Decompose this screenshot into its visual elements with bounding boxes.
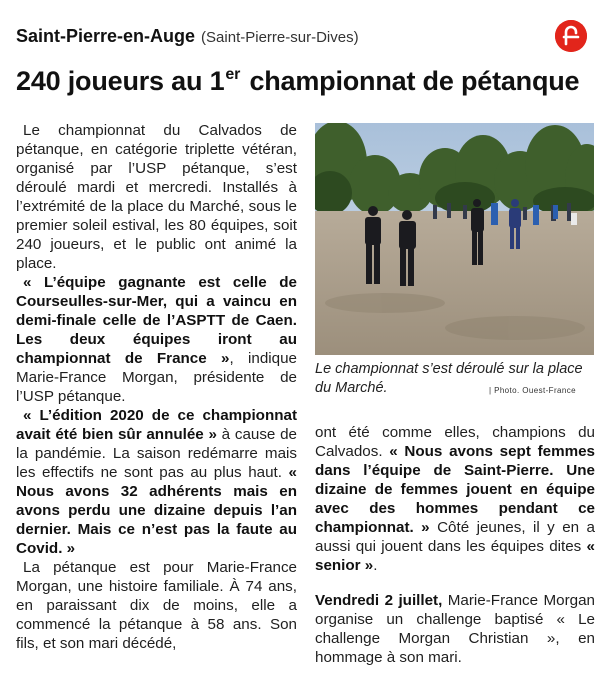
paragraph-gap bbox=[315, 575, 595, 591]
paragraph-women bbox=[315, 423, 595, 575]
paragraph-winners-text: , indique Marie-France Morgan, présidente de l’USP pétanque. bbox=[16, 350, 297, 405]
headline bbox=[16, 66, 596, 97]
challenge-date: Vendredi 2 juillet, bbox=[315, 592, 443, 609]
quote-edition: « L’édition 2020 de ce championnat avait été bien sûr annulée » bbox=[16, 407, 297, 443]
paragraph-intro: Le championnat du Calvados de pétanque, en catégorie triplette vétéran, organisé par l’USP pétanque, s’est déroulé mardi et mercredi. Installés à l’extrémité de la place du Marché, sous le premier soleil estival, les 80 équipes, soit 240 joueurs, et le public ont animé la place. bbox=[16, 122, 297, 272]
paragraph-women-text: Côté jeunes, il y en a aussi qui jouent dans les équipes dites bbox=[315, 519, 595, 555]
paragraph-challenge bbox=[315, 591, 595, 667]
quote-members: « Nous avons 32 adhérents mais en avons perdu une dizaine depuis l’an dernier. Mais ce n’est pas la faute au Covid. » bbox=[16, 464, 297, 557]
photo-credit: | Photo. Ouest-France bbox=[489, 386, 576, 395]
paragraph-women-start: ont été comme elles, champions du Calvados. bbox=[315, 424, 595, 460]
paragraph-women-end: . bbox=[373, 557, 378, 574]
photo-caption: Le championnat s’est déroulé sur la place du Marché. bbox=[315, 361, 583, 396]
ouest-france-logo-icon bbox=[555, 20, 587, 52]
headline-start: 240 joueurs au 1 bbox=[16, 66, 225, 96]
paragraph-family: La pétanque est pour Marie-France Morgan, une histoire familiale. À 74 ans, en paraissant dix de moins, elle a commencé la pétanque à 58 ans. Son fils, et son mari décédé, bbox=[16, 559, 297, 652]
article-photo bbox=[315, 123, 594, 355]
article-column-left bbox=[16, 121, 297, 653]
header bbox=[16, 26, 563, 50]
quote-winners: « L’équipe gagnante est celle de Courseulles-sur-Mer, qui a vaincu en demi-finale celle de l’ASPTT de Caen. Les deux équipes iront au championnat de France » bbox=[16, 274, 297, 367]
headline-end: championnat de pétanque bbox=[242, 66, 580, 96]
quote-senior: « senior » bbox=[315, 538, 595, 574]
paragraph-challenge-text: Marie-France Morgan organise un challenge baptisé « Le challenge Morgan Christian », en hommage à son mari. bbox=[315, 592, 595, 666]
paragraph-edition bbox=[16, 406, 297, 558]
headline-superscript: er bbox=[225, 66, 241, 83]
paragraph-edition-text: à cause de la pandémie. La saison redémarre mais les effectifs ne sont pas au plus haut. bbox=[16, 426, 298, 481]
quote-women: « Nous avons sept femmes dans l’équipe de Saint-Pierre. Une dizaine de femmes jouent en équipe avec des hommes pendant ce championnat. » bbox=[315, 443, 595, 536]
paragraph-winners bbox=[16, 273, 297, 406]
locality: Saint-Pierre-en-Auge bbox=[16, 26, 196, 46]
sublocality: (Saint-Pierre-sur-Dives) bbox=[201, 29, 359, 46]
article-column-right bbox=[315, 423, 595, 667]
